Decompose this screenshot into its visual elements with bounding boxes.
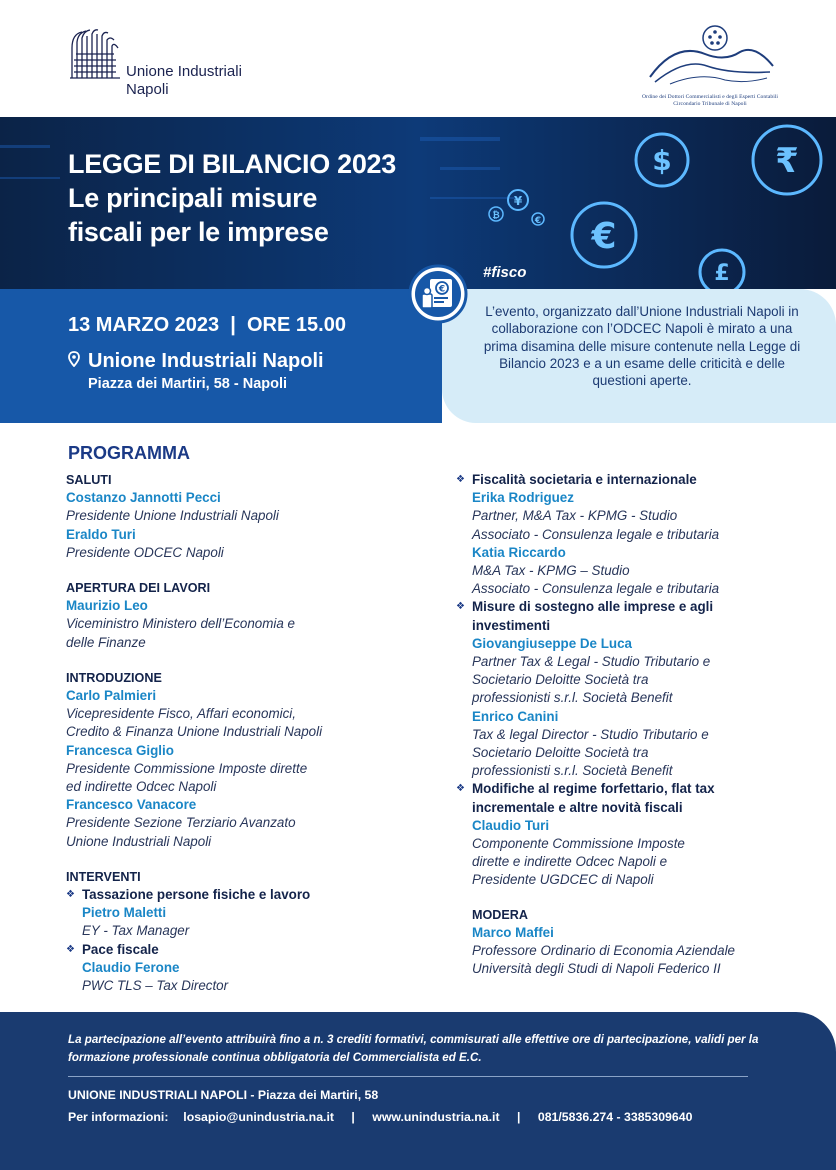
modera-heading: MODERA bbox=[472, 907, 528, 922]
event-description: L’evento, organizzato dall’Unione Industriali Napoli in collaborazione con l’ODCEC Napoli è mirato a una prima disamina delle misure contenute nella Legge di Bilancio 2023 e a un esame delle criticità e delle questioni aperte. bbox=[483, 304, 801, 389]
unione-industriali-logo bbox=[68, 28, 268, 108]
program-title: PROGRAMMA bbox=[68, 443, 190, 463]
speaker-role: Societario Deloitte Società tra bbox=[472, 672, 649, 688]
speaker-name: Claudio Ferone bbox=[82, 959, 180, 975]
event-venue bbox=[68, 350, 324, 373]
title-line: fiscali per le imprese bbox=[68, 217, 329, 247]
speaker-role: Presidente Sezione Terziario Avanzato bbox=[66, 815, 296, 831]
diamond-bullet-icon: ❖ bbox=[456, 783, 465, 795]
saluti-heading: SALUTI bbox=[66, 473, 112, 487]
info-label: Per informazioni: bbox=[68, 1110, 169, 1124]
unione-industriali-name bbox=[126, 63, 242, 99]
diamond-bullet-icon: ❖ bbox=[66, 943, 75, 955]
footer-divider bbox=[68, 1076, 748, 1077]
speaker-name: Eraldo Turi bbox=[66, 526, 136, 542]
intervento-topic: Modifiche al regime forfettario, flat tax bbox=[472, 781, 715, 797]
diamond-bullet-icon: ❖ bbox=[456, 601, 465, 613]
speaker-name: Francesco Vanacore bbox=[66, 797, 197, 813]
speaker-role: PWC TLS – Tax Director bbox=[82, 978, 229, 994]
odcec-logo bbox=[630, 22, 790, 117]
odcec-name-line: Ordine dei Dottori Commercialisti e degli Esperti Contabili bbox=[641, 94, 779, 100]
speaker-role: ed indirette Odcec Napoli bbox=[66, 779, 217, 795]
odcec-name-line: Circondario Tribunale di Napoli bbox=[673, 101, 747, 107]
speaker-role: Credito & Finanza Unione Industriali Napoli bbox=[66, 724, 323, 740]
location-pin-icon bbox=[68, 351, 82, 372]
speaker-role: Societario Deloitte Società tra bbox=[472, 745, 649, 761]
speaker-role: Associato - Consulenza legale e tributaria bbox=[472, 526, 720, 542]
intervento-topic: Fiscalità societaria e internazionale bbox=[472, 472, 697, 487]
speaker-role: professionisti s.r.l. Società Benefit bbox=[472, 763, 673, 779]
separator: | bbox=[517, 1110, 521, 1124]
logo-text-line: Unione Industriali bbox=[126, 63, 242, 80]
intervento-item bbox=[456, 598, 806, 780]
speaker-name: Erika Rodriguez bbox=[472, 490, 574, 506]
shell-emblem-icon bbox=[68, 28, 124, 84]
program-left-column bbox=[66, 471, 406, 995]
contact-email[interactable]: losapio@unindustria.na.it bbox=[183, 1110, 334, 1124]
speaker-role: Partner, M&A Tax - KPMG - Studio bbox=[472, 508, 678, 524]
speaker-role: Unione Industriali Napoli bbox=[66, 833, 212, 849]
speaker-role: M&A Tax - KPMG – Studio bbox=[472, 563, 630, 579]
event-description-box bbox=[442, 289, 836, 423]
contact-website[interactable]: www.unindustria.na.it bbox=[372, 1110, 500, 1124]
speaker-role: Presidente Unione Industriali Napoli bbox=[66, 508, 279, 524]
event-details-band bbox=[0, 289, 442, 423]
intervento-topic: incrementale e altre novità fiscali bbox=[472, 799, 683, 815]
intervento-item bbox=[456, 471, 806, 598]
speaker-role: Associato - Consulenza legale e tributaria bbox=[472, 581, 720, 597]
event-date-time: 13 MARZO 2023 | ORE 15.00 bbox=[68, 314, 346, 336]
svg-text:€: € bbox=[438, 284, 446, 295]
speaker-name: Francesca Giglio bbox=[66, 742, 174, 758]
title-line: Le principali misure bbox=[68, 183, 318, 213]
speaker-name: Giovangiuseppe De Luca bbox=[472, 635, 632, 651]
intervento-item bbox=[456, 780, 806, 889]
credits-note: La partecipazione all’evento attribuirà fino a n. 3 crediti formativi, commisurati alle effettive ore di partecipazione, validi per la formazione professionale continua obbligatoria del Commercialista ed E.C. bbox=[68, 1033, 759, 1064]
intervento-topic: Tassazione persone fisiche e lavoro bbox=[82, 887, 311, 903]
speaker-role: Università degli Studi di Napoli Federico II bbox=[472, 961, 721, 977]
speaker-name: Claudio Turi bbox=[472, 817, 550, 833]
speaker-name: Costanzo Jannotti Pecci bbox=[66, 490, 221, 506]
vesuvius-emblem-icon bbox=[645, 22, 775, 92]
speaker-name: Marco Maffei bbox=[472, 924, 554, 940]
dollar-symbol: $ bbox=[652, 144, 672, 177]
pound-symbol: £ bbox=[714, 261, 730, 286]
speaker-role: professionisti s.r.l. Società Benefit bbox=[472, 690, 673, 706]
tax-document-icon bbox=[408, 264, 468, 324]
rupee-symbol: ₹ bbox=[775, 141, 799, 181]
speaker-role: Professore Ordinario di Economia Aziendale bbox=[472, 943, 735, 959]
speaker-name: Katia Riccardo bbox=[472, 544, 566, 560]
speaker-role: Componente Commissione Imposte bbox=[472, 836, 685, 852]
title-line: LEGGE DI BILANCIO 2023 bbox=[68, 149, 396, 179]
intervento-topic: Pace fiscale bbox=[82, 941, 159, 957]
contact-phone: 081/5836.274 - 3385309640 bbox=[537, 1110, 693, 1124]
diamond-bullet-icon: ❖ bbox=[66, 889, 75, 901]
diamond-bullet-icon: ❖ bbox=[456, 474, 465, 485]
speaker-role: Vicepresidente Fisco, Affari economici, bbox=[66, 706, 296, 722]
logo-text-line: Napoli bbox=[126, 81, 169, 98]
speaker-role: dirette e indirette Odcec Napoli e bbox=[472, 854, 668, 870]
speaker-role: Presidente UGDCEC di Napoli bbox=[472, 872, 654, 888]
speaker-role: Presidente ODCEC Napoli bbox=[66, 544, 224, 560]
program-right-column bbox=[456, 471, 806, 978]
footer-contact-info bbox=[68, 1110, 692, 1124]
euro-symbol: € bbox=[591, 216, 617, 257]
speaker-role: Tax & legal Director - Studio Tributario e bbox=[472, 726, 709, 742]
footer bbox=[0, 1012, 836, 1170]
speaker-role: Partner Tax & Legal - Studio Tributario e bbox=[472, 654, 711, 670]
introduzione-heading: INTRODUZIONE bbox=[66, 670, 162, 685]
speaker-role: Viceministro Ministero dell’Economia e bbox=[66, 616, 295, 632]
yen-symbol: ¥ bbox=[513, 194, 523, 208]
intervento-topic: Misure di sostegno alle imprese e agli bbox=[472, 599, 714, 615]
euro-small-symbol: € bbox=[534, 216, 542, 226]
event-address: Piazza dei Martiri, 58 - Napoli bbox=[88, 376, 288, 392]
speaker-name: Carlo Palmieri bbox=[66, 688, 157, 704]
bitcoin-symbol: ₿ bbox=[492, 211, 500, 221]
intervento-item bbox=[66, 941, 406, 996]
venue-name: Unione Industriali Napoli bbox=[88, 350, 324, 372]
speaker-name: Maurizio Leo bbox=[66, 598, 148, 614]
interventi-heading: INTERVENTI bbox=[66, 869, 141, 884]
speaker-name: Pietro Maletti bbox=[82, 905, 167, 921]
speaker-role: delle Finanze bbox=[66, 634, 146, 650]
apertura-heading: APERTURA DEI LAVORI bbox=[66, 581, 211, 596]
footer-organization: UNIONE INDUSTRIALI NAPOLI - Piazza dei Martiri, 58 bbox=[68, 1088, 379, 1102]
intervento-item bbox=[66, 886, 406, 941]
speaker-role: EY - Tax Manager bbox=[82, 923, 190, 939]
hashtag-fisco: #fisco bbox=[483, 264, 527, 281]
speaker-name: Enrico Canini bbox=[472, 708, 559, 724]
separator: | bbox=[351, 1110, 355, 1124]
intervento-topic: investimenti bbox=[472, 617, 551, 633]
speaker-role: Presidente Commissione Imposte dirette bbox=[66, 760, 308, 776]
